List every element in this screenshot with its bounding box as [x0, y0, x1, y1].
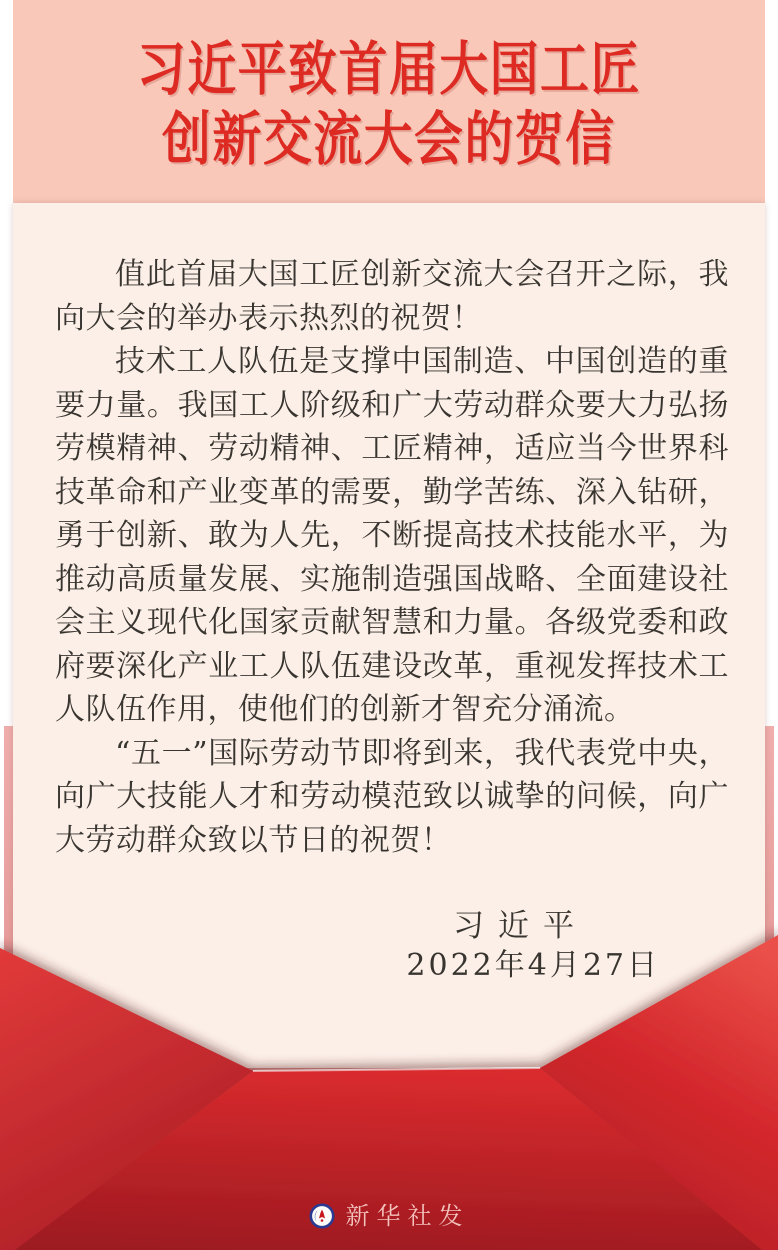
footer-credit: [0, 1192, 778, 1240]
letter-body: [13, 203, 765, 862]
signature-date: 2022年4月27日: [406, 948, 660, 983]
credit-text: 新华社发: [345, 1202, 470, 1230]
title-line-2: 创新交流大会的贺信: [162, 105, 616, 173]
letter-header: [13, 0, 765, 203]
paragraph-2: 技术工人队伍是支撑中国制造、中国创造的重要力量。我国工人阶级和广大劳动群众要大力弘扬劳模精神、劳动精神、工匠精神，适应当今世界科技革命和产业变革的需要，勤学苦练、深入钻研，勇于创新、敢为人先，不断提高技术技能水平，为推动高质量发展、实施制造强国战略、全面建设社会主义现代化国家贡献智慧和力量。各级党委和政府要深化产业工人队伍建设改革，重视发挥技术工人队伍作用，使他们的创新才智充分涌流。: [55, 344, 729, 727]
xinhua-logo-icon: [309, 1203, 335, 1229]
paragraph-1: 值此首届大国工匠创新交流大会召开之际，我向大会的举办表示热烈的祝贺！: [55, 257, 729, 336]
page-title: [13, 0, 765, 174]
signature-name: 习近平: [453, 908, 588, 944]
paragraph-3: “五一”国际劳动节即将到来，我代表党中央，向广大技能人才和劳动模范致以诚挚的问候，向广大劳动群众致以节日的祝贺！: [55, 735, 729, 858]
title-line-1: 习近平致首届大国工匠: [136, 35, 641, 103]
